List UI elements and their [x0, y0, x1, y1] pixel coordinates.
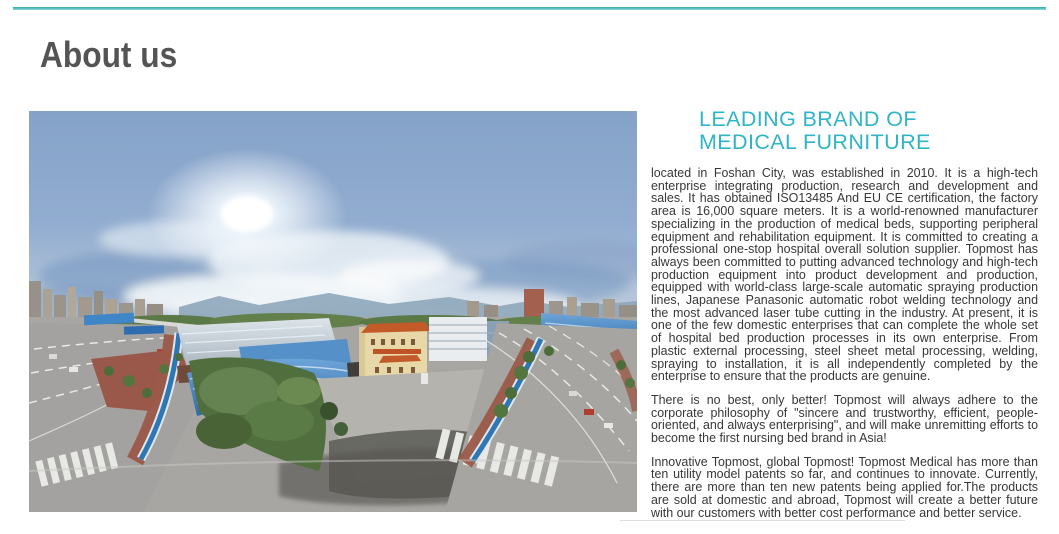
- brand-heading-line1: LEADING BRAND OF: [699, 107, 917, 131]
- sun-glare: [147, 148, 347, 280]
- about-paragraph-1: located in Foshan City, was established in 2010. It is a high-tech enterprise integrating production, research and development and sales. It has obtained ISO13485 And EU CE certification, the factory area is 16,000 square meters. It is a world-renowned manufacturer specializing in the production of medical beds, supporting peripheral equipment and rehabilitation equipment. It is committed to creating a professional one-stop hospital overall solution supplier. Topmost has always been committed to putting advanced technology and high-tech production equipment into product development and production, equipped with world-class large-scale automatic spraying production lines, Japanese Panasonic automatic robot welding technology and the most advanced laser tube cutting in the industry. At present, it is one of the few domestic enterprises that can complete the whole set of hospital bed production processes in its own enterprise. From plastic external processing, steel sheet metal processing, welding, spraying to installation, it is all independently completed by the enterprise to ensure that the products are genuine.: [651, 166, 1038, 384]
- factory-panorama-image: [29, 111, 637, 512]
- bottom-divider: [620, 520, 905, 521]
- about-section: [651, 108, 1038, 519]
- page-title: About us: [40, 34, 178, 75]
- about-text: [651, 167, 1038, 519]
- top-accent-rule: [13, 7, 1046, 10]
- brand-heading: [699, 108, 1038, 154]
- about-paragraph-3: Innovative Topmost, global Topmost! Topmost Medical has more than ten utility model patents so far, and continues to innovate. Currently, there are more than ten new patents being applied for.The products are sold at domestic and abroad, Topmost will create a better future with our customers with better cost performance and better service.: [651, 454, 1038, 520]
- brand-heading-line2: MEDICAL FURNITURE: [699, 130, 931, 154]
- factory-panorama-svg: [29, 111, 637, 512]
- about-paragraph-2: There is no best, only better! Topmost will always adhere to the corporate philosophy of "sincere and trustworthy, efficient, people-oriented, and always enterprising", and will make unremitting efforts to become the first nursing bed brand in Asia!: [651, 392, 1038, 446]
